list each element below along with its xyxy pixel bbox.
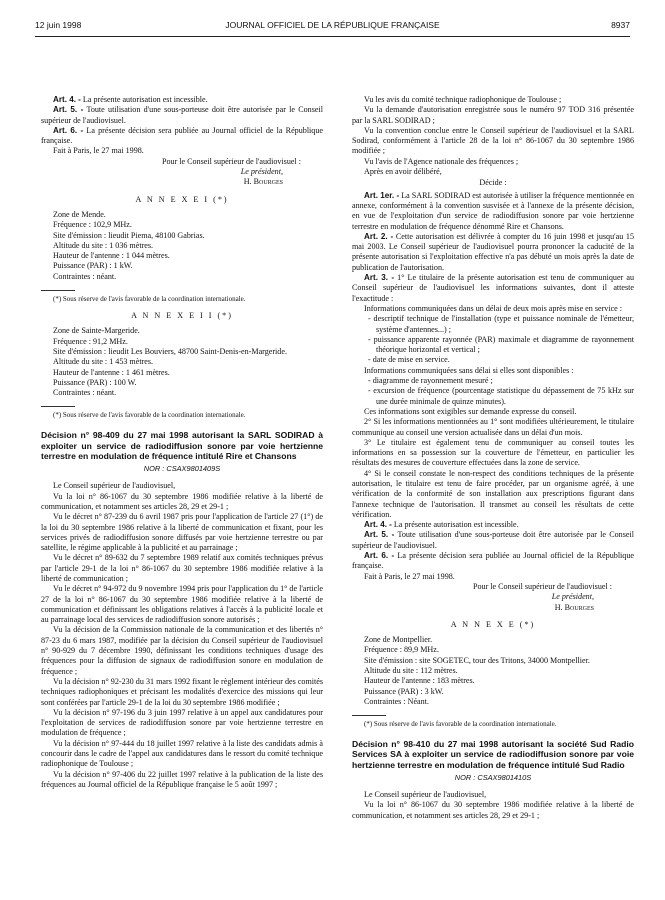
info-item: - descriptif technique de l'installation (type et puissance nominale de l'émetteur, système d'antennes...) ;: [368, 314, 634, 334]
annex-line: Altitude du site : 1 036 mètres.: [53, 240, 154, 250]
annex-line: Altitude du site : 1 453 mètres.: [53, 357, 154, 367]
separator: [352, 715, 386, 716]
annex-line: Zone de Mende.: [53, 209, 106, 219]
visa-line: Vu la loi n° 86-1067 du 30 septembre 1986 modifiée relative à la liberté de communication, et notamment ses articles 28, 29 et 29-1 ;: [41, 491, 323, 511]
annex-line: Contraintes : néant.: [53, 271, 117, 281]
info-heading-1: Informations communiquées dans un délai de deux mois après mise en service :: [364, 303, 623, 313]
signature-line: Pour le Conseil supérieur de l'audiovisuel :: [472, 581, 612, 591]
annex-1-note: (*) Sous réserve de l'avis favorable de la coordination internationale.: [53, 295, 246, 304]
info-heading-2: Informations communiquées sans délai si elles sont disponibles :: [364, 365, 574, 375]
article-3: Art. 3. - 1° Le titulaire de la présente autorisation est tenu de communiquer au Conseil supérieur de l'audiovisuel les informations suivantes, dont il atteste l'exactitude :: [352, 273, 634, 303]
signature-title: Le président,: [240, 167, 283, 177]
annex-line: Hauteur de l'antenne : 1 461 mètres.: [53, 367, 170, 377]
header-title: JOURNAL OFFICIEL DE LA RÉPUBLIQUE FRANÇAISE: [225, 20, 440, 30]
info-item: - excursion de fréquence (pourcentage statistique du dépassement de 75 kHz sur une durée minimale de quinze minutes).: [368, 386, 634, 406]
annex-line: Puissance (PAR) : 1 kW.: [53, 261, 133, 271]
annex-1-title: A N N E X E I (*): [135, 194, 229, 204]
separator: [41, 406, 75, 407]
nor-reference: NOR : CSAX9801410S: [454, 772, 532, 782]
annex-line: Site d'émission : lieudit Piema, 48100 Gabrias.: [53, 230, 205, 240]
info-item: - date de mise en service.: [368, 355, 450, 365]
annex-line: Site d'émission : site SOGETEC, tour des Tritons, 34000 Montpellier.: [364, 655, 590, 665]
info-item: - puissance apparente rayonnée (PAR) maximale et diagramme de rayonnement théorique horizontal et vertical ;: [368, 334, 634, 355]
annex-title: A N N E X E (*): [450, 619, 536, 629]
decision-title: Décision n° 98-410 du 27 mai 1998 autorisant la société Sud Radio Services SA à exploiter un service de radiodiffusion sonore par voie hertzienne terrestre en modulation de fréquence intitulé Sud Radio: [352, 739, 634, 770]
annex-line: Fréquence : 102,9 MHz.: [53, 220, 132, 230]
visa-line: Vu les avis du comité technique radiophonique de Toulouse ;: [364, 95, 562, 104]
article-1: Art. 1er. - La SARL SODIRAD est autorisée à utiliser la fréquence mentionnée en annexe, conformément à la convention susvisée et à l'annexe de la présente décision, en vue de l'exploitation d'un service de radiodiffusion sonore par voie hertzienne terrestre en modulation de fréquence dénommé Rire et Chansons.: [352, 190, 634, 231]
visa-line: Vu la décision n° 92-230 du 31 mars 1992 fixant le règlement intérieur des comités techniques radiophoniques et précisant les modalités d'exercice des missions qui leur sont conférées par l'article 29-1 de la loi du 30 septembre 1986 modifiée ;: [41, 676, 323, 707]
decide-heading: Décide :: [479, 178, 507, 188]
visa-line: Vu le décret n° 94-972 du 9 novembre 1994 pris pour l'application du 1° de l'article 27 de la loi n° 86-1067 du 30 septembre 1986 modifiée relative à la liberté de communication et définissant les obligations relatives à l'accès à la publicité locale et au parrainage local des services de radiodiffusion sonore autorisés ;: [41, 584, 323, 625]
article-6: Art. 6. - La présente décision sera publiée au Journal officiel de la République française.: [41, 125, 323, 146]
visa-line: Vu la loi n° 86-1067 du 30 septembre 1986 modifiée relative à la liberté de communication, et notamment ses articles 28, 29 et 29-1 ;: [352, 800, 634, 820]
visas-list: [352, 95, 634, 177]
visa-line: Le Conseil supérieur de l'audiovisuel,: [53, 481, 176, 491]
header-page-number: 8937: [611, 20, 630, 30]
annex-line: Site d'émission : lieudit Les Bouviers, 48700 Saint-Denis-en-Margeride.: [53, 346, 287, 356]
annex-line: Fréquence : 91,2 MHz.: [53, 336, 128, 346]
annex-line: Contraintes : Néant.: [364, 696, 429, 706]
visa-line: Vu la décision n° 97-196 du 3 juin 1997 relative à un appel aux candidatures pour l'exploitation de services de radiodiffusion sonore par voie hertzienne terrestre en modulation de fréquence ;: [41, 707, 323, 738]
visa-line: Vu l'avis de l'Agence nationale des fréquences ;: [364, 156, 519, 166]
place-date: Fait à Paris, le 27 mai 1998.: [53, 146, 144, 156]
left-column: [41, 95, 323, 790]
info-list-2: [352, 376, 634, 407]
place-date: Fait à Paris, le 27 mai 1998.: [364, 571, 455, 581]
visa-line: Après en avoir délibéré,: [364, 167, 442, 177]
info-note: Ces informations sont exigibles sur demande expresse du conseil.: [364, 406, 577, 416]
annex-1-list: [41, 210, 323, 282]
annex-line: Hauteur de l'antenne : 1 044 mètres.: [53, 251, 170, 261]
annex-line: Hauteur de l'antenne : 183 mètres.: [364, 676, 475, 686]
visas-list: [41, 481, 323, 790]
right-column: [352, 95, 634, 821]
visa-line: Vu la convention conclue entre le Conseil supérieur de l'audiovisuel et la SARL Sodirad, conformément à l'article 28 de la loi n° 86-1067 du 30 septembre 1986 modifiée ;: [352, 125, 634, 156]
article-4: Art. 4. - La présente autorisation est incessible.: [53, 95, 208, 104]
visa-line: Vu le décret n° 87-239 du 6 avril 1987 pris pour l'application de l'article 27 (1°) de la loi du 30 septembre 1986 relative à la liberté de communication et fixant, pour les services privés de radiodiffusion sonore diffusés par voie hertzienne terrestre ou par satellite, le régime applicable à la publicité et au parrainage ;: [41, 512, 323, 553]
annex-note: (*) Sous réserve de l'avis favorable de la coordination internationale.: [364, 720, 557, 729]
visa-line: Vu la décision n° 97-406 du 22 juillet 1997 relative à la publication de la liste des fréquences au Journal officiel de la République française le 5 août 1997 ;: [41, 769, 323, 789]
visa-line: Vu la décision de la Commission nationale de la communication et des libertés n° 87-23 du 6 mars 1987, modifiée par la décision du Conseil supérieur de l'audiovisuel n° 90-929 du 7 décembre 1990, définissant les conditions techniques d'usage des fréquences pour la diffusion de signaux de radiodiffusion sonore en modulation de fréquence ;: [41, 625, 323, 676]
signature-name: H. Bourges: [243, 177, 283, 187]
signature-line: Pour le Conseil supérieur de l'audiovisuel :: [161, 156, 301, 166]
signature-title: Le président,: [551, 592, 594, 602]
header-rule: [35, 36, 630, 37]
article-2: Art. 2. - Cette autorisation est délivrée à compter du 16 juin 1998 et jusqu'au 15 mai 2003. Le Conseil supérieur de l'audiovisuel pourra prononcer la caducité de la présente autorisation si l'exploitation effective n'a pas débuté un mois après la date de publication de l'autorisation.: [352, 231, 635, 272]
annex-list: [352, 635, 634, 707]
annex-line: Contraintes : néant.: [53, 388, 117, 398]
article-5: Art. 5. - Toute utilisation d'une sous-porteuse doit être autorisée par le Conseil supérieur de l'audiovisuel.: [352, 530, 634, 550]
visa-line: Vu le décret n° 89-632 du 7 septembre 1989 relatif aux comités techniques prévus par l'article 29-1 de la loi n° 86-1067 du 30 septembre 1986 modifiée relative à la liberté de communication ;: [41, 553, 323, 583]
article-5: Art. 5. - Toute utilisation d'une sous-porteuse doit être autorisée par le Conseil supérieur de l'audiovisuel.: [41, 105, 323, 125]
annex-line: Zone de Montpellier.: [364, 635, 433, 645]
annex-line: Zone de Sainte-Margeride.: [53, 326, 140, 336]
nor-reference: NOR : CSAX9801409S: [143, 464, 221, 474]
annex-line: Fréquence : 89,9 MHz.: [364, 645, 439, 655]
visa-line: Le Conseil supérieur de l'audiovisuel,: [364, 790, 487, 800]
article-4: Art. 4. - La présente autorisation est incessible.: [364, 520, 519, 530]
annex-line: Puissance (PAR) : 3 kW.: [364, 686, 444, 696]
article-6: Art. 6. - La présente décision sera publiée au Journal officiel de la République française.: [352, 551, 634, 571]
separator: [41, 290, 75, 291]
annex-line: Puissance (PAR) : 100 W.: [53, 377, 137, 387]
signature-name: H. Bourges: [554, 602, 594, 612]
header-date: 12 juin 1998: [35, 20, 82, 30]
paragraph-4: 4° Si le conseil constate le non-respect des conditions techniques de la présente autorisation, le titulaire est tenu de faire procéder, par un organisme agréé, à une vérification de la conformité de son installation aux prescriptions figurant dans l'annexe technique de l'autorisation. Il transmet au conseil les résultats de cette vérification.: [352, 468, 634, 519]
info-list-1: [352, 314, 634, 365]
visa-line: Vu la demande d'autorisation enregistrée sous le numéro 97 TOD 316 présentée par la SARL SODIRAD ;: [352, 105, 634, 125]
visa-line: Vu la décision n° 97-444 du 18 juillet 1997 relative à la liste des candidats admis à concourir dans le cadre de l'appel aux candidatures dans le ressort du comité technique radiophonique de Toulouse ;: [41, 738, 323, 769]
paragraph-3: 3° Le titulaire est également tenu de communiquer au conseil toutes les informations en sa possession sur la couverture de l'émetteur, en particulier les résultats des mesures de couverture effectuées dans la zone de service.: [352, 437, 634, 468]
annex-line: Altitude du site : 112 mètres.: [364, 666, 458, 676]
annex-2-title: A N N E X E I I (*): [131, 311, 233, 321]
annex-2-list: [41, 326, 323, 398]
info-item: - diagramme de rayonnement mesuré ;: [368, 376, 493, 386]
annex-2-note: (*) Sous réserve de l'avis favorable de la coordination internationale.: [53, 411, 246, 420]
paragraph-2: 2° Si les informations mentionnées au 1° sont modifiées ultérieurement, le titulaire communique au conseil une version actualisée dans un délai d'un mois.: [352, 417, 634, 437]
page-header: [35, 20, 630, 34]
decision-title: Décision n° 98-409 du 27 mai 1998 autorisant la SARL SODIRAD à exploiter un service de radiodiffusion sonore par voie hertzienne terrestre en modulation de fréquence intitulé Rire et Chansons: [41, 430, 323, 461]
